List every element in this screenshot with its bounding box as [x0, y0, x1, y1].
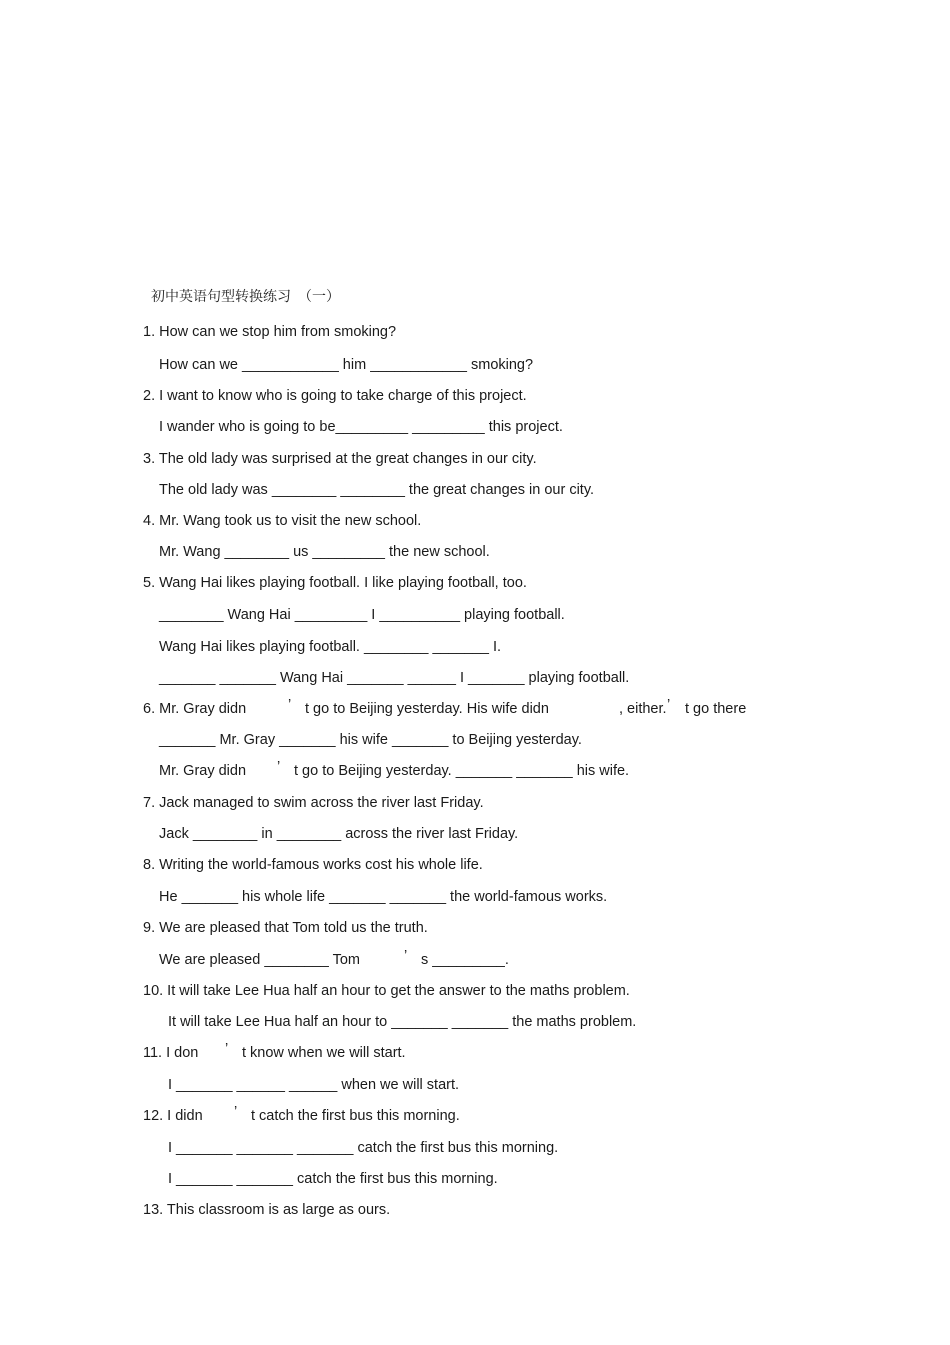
- question-13: 13. This classroom is as large as ours.: [143, 1202, 391, 1218]
- answer-9-part: We are pleased ________ Tom: [159, 952, 360, 968]
- apostrophe: ’: [667, 697, 671, 713]
- question-10: 10. It will take Lee Hua half an hour to get the answer to the maths problem.: [143, 983, 630, 999]
- question-11-part: 11. I don: [143, 1045, 199, 1061]
- question-12-part: 12. I didn: [143, 1108, 203, 1124]
- page-title: 初中英语句型转换练习 （一）: [151, 289, 340, 305]
- question-6-part: , either.: [619, 701, 667, 717]
- answer-4: Mr. Wang ________ us _________ the new school.: [159, 544, 490, 560]
- answer-5a: ________ Wang Hai _________ I __________ playing football.: [159, 607, 565, 623]
- question-11-part: t know when we will start.: [242, 1045, 406, 1061]
- question-3: 3. The old lady was surprised at the great changes in our city.: [143, 451, 537, 467]
- apostrophe: ’: [234, 1104, 238, 1120]
- question-6-part: t go to Beijing yesterday. His wife didn: [305, 701, 549, 717]
- answer-7: Jack ________ in ________ across the river last Friday.: [159, 826, 519, 842]
- answer-2: I wander who is going to be_________ _________ this project.: [159, 419, 563, 435]
- answer-3: The old lady was ________ ________ the great changes in our city.: [159, 482, 595, 498]
- question-5: 5. Wang Hai likes playing football. I like playing football, too.: [143, 575, 527, 591]
- answer-8: He _______ his whole life _______ _______ the world-famous works.: [159, 889, 608, 905]
- answer-6a: _______ Mr. Gray _______ his wife _______ to Beijing yesterday.: [159, 732, 582, 748]
- question-2: 2. I want to know who is going to take charge of this project.: [143, 388, 527, 404]
- answer-6b-part: t go to Beijing yesterday. _______ _______ his wife.: [294, 763, 630, 779]
- answer-1: How can we ____________ him ____________ smoking?: [159, 357, 534, 373]
- apostrophe: ’: [404, 948, 408, 964]
- apostrophe: ’: [277, 759, 281, 775]
- answer-5c: _______ _______ Wang Hai _______ ______ I _______ playing football.: [159, 670, 630, 686]
- answer-11: I _______ ______ ______ when we will start.: [168, 1077, 460, 1093]
- question-6-part: t go there: [685, 701, 747, 717]
- answer-12b: I _______ _______ catch the first bus this morning.: [168, 1171, 498, 1187]
- answer-10: It will take Lee Hua half an hour to _______ _______ the maths problem.: [168, 1014, 637, 1030]
- answer-9-part: s _________.: [421, 952, 509, 968]
- question-8: 8. Writing the world-famous works cost his whole life.: [143, 857, 483, 873]
- answer-6b-part: Mr. Gray didn: [159, 763, 247, 779]
- question-12-part: t catch the first bus this morning.: [251, 1108, 460, 1124]
- apostrophe: ’: [288, 697, 292, 713]
- question-9: 9. We are pleased that Tom told us the truth.: [143, 920, 428, 936]
- question-6-part: 6. Mr. Gray didn: [143, 701, 247, 717]
- question-1: 1. How can we stop him from smoking?: [143, 324, 397, 340]
- apostrophe: ’: [225, 1041, 229, 1057]
- answer-5b: Wang Hai likes playing football. ________ _______ I.: [159, 639, 502, 655]
- question-4: 4. Mr. Wang took us to visit the new school.: [143, 513, 422, 529]
- question-7: 7. Jack managed to swim across the river last Friday.: [143, 795, 484, 811]
- answer-12a: I _______ _______ _______ catch the first bus this morning.: [168, 1140, 559, 1156]
